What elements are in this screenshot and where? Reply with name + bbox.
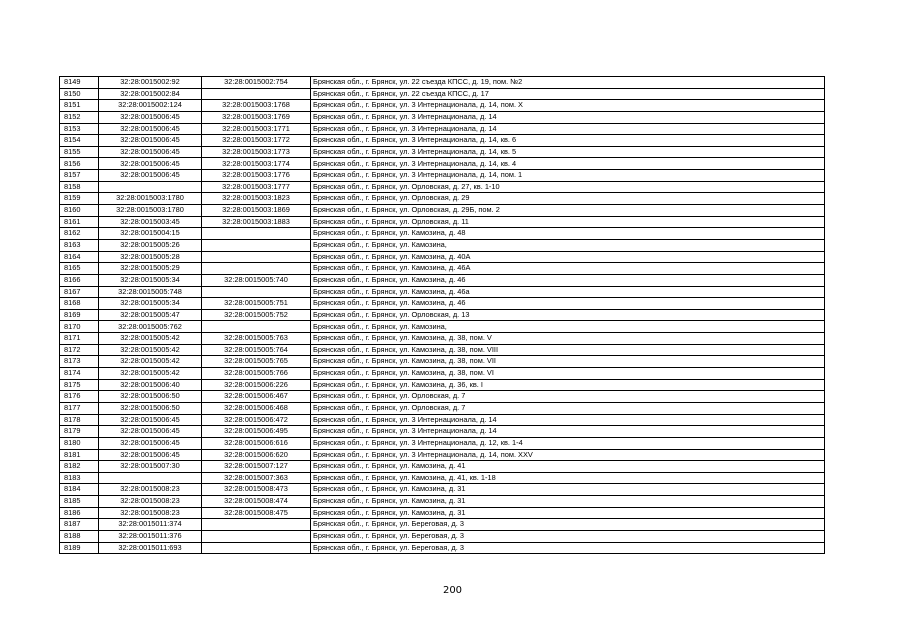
table-row: [60, 251, 825, 263]
land-cadastral-number-cell: 32:28:0015006:45: [99, 135, 202, 147]
address-cell: Брянская обл., г. Брянск, ул. Орловская, д. 7: [311, 391, 825, 403]
land-cadastral-number-cell: 32:28:0015005:34: [99, 274, 202, 286]
address-cell: Брянская обл., г. Брянск, ул. 3 Интернационала, д. 14, кв. 5: [311, 146, 825, 158]
object-cadastral-number-cell: 32:28:0015005:752: [202, 309, 311, 321]
object-cadastral-number-cell: 32:28:0015003:1883: [202, 216, 311, 228]
land-cadastral-number-cell: 32:28:0015002:124: [99, 100, 202, 112]
row-number-cell: 8150: [60, 88, 99, 100]
object-cadastral-number-cell: 32:28:0015006:226: [202, 379, 311, 391]
row-number-cell: 8189: [60, 542, 99, 554]
object-cadastral-number-cell: [202, 88, 311, 100]
object-cadastral-number-cell: 32:28:0015003:1768: [202, 100, 311, 112]
land-cadastral-number-cell: 32:28:0015006:45: [99, 170, 202, 182]
row-number-cell: 8181: [60, 449, 99, 461]
row-number-cell: 8184: [60, 484, 99, 496]
object-cadastral-number-cell: 32:28:0015006:616: [202, 437, 311, 449]
object-cadastral-number-cell: 32:28:0015006:620: [202, 449, 311, 461]
table-row: [60, 170, 825, 182]
land-cadastral-number-cell: 32:28:0015002:92: [99, 77, 202, 89]
row-number-cell: 8175: [60, 379, 99, 391]
object-cadastral-number-cell: 32:28:0015005:763: [202, 333, 311, 345]
row-number-cell: 8174: [60, 368, 99, 380]
address-cell: Брянская обл., г. Брянск, ул. Камозина, д. 38, пом. VII: [311, 356, 825, 368]
row-number-cell: 8179: [60, 426, 99, 438]
row-number-cell: 8160: [60, 205, 99, 217]
object-cadastral-number-cell: 32:28:0015006:495: [202, 426, 311, 438]
land-cadastral-number-cell: 32:28:0015005:34: [99, 298, 202, 310]
row-number-cell: 8156: [60, 158, 99, 170]
object-cadastral-number-cell: 32:28:0015008:473: [202, 484, 311, 496]
object-cadastral-number-cell: 32:28:0015005:740: [202, 274, 311, 286]
table-row: [60, 88, 825, 100]
row-number-cell: 8157: [60, 170, 99, 182]
address-cell: Брянская обл., г. Брянск, ул. Камозина, д. 31: [311, 484, 825, 496]
land-cadastral-number-cell: 32:28:0015006:45: [99, 437, 202, 449]
table-row: [60, 519, 825, 531]
table-row: [60, 146, 825, 158]
table-row: [60, 368, 825, 380]
table-row: [60, 507, 825, 519]
address-cell: Брянская обл., г. Брянск, ул. 22 съезда КПСС, д. 17: [311, 88, 825, 100]
address-cell: Брянская обл., г. Брянск, ул. Камозина, д. 38, пом. VIII: [311, 344, 825, 356]
land-cadastral-number-cell: 32:28:0015006:45: [99, 123, 202, 135]
address-cell: Брянская обл., г. Брянск, ул. Береговая, д. 3: [311, 519, 825, 531]
land-cadastral-number-cell: 32:28:0015003:1780: [99, 205, 202, 217]
address-cell: Брянская обл., г. Брянск, ул. Камозина, д. 46а: [311, 286, 825, 298]
row-number-cell: 8153: [60, 123, 99, 135]
address-cell: Брянская обл., г. Брянск, ул. 3 Интернационала, д. 14, пом. 1: [311, 170, 825, 182]
table-row: [60, 286, 825, 298]
row-number-cell: 8165: [60, 263, 99, 275]
table-row: [60, 77, 825, 89]
object-cadastral-number-cell: 32:28:0015003:1776: [202, 170, 311, 182]
table-row: [60, 449, 825, 461]
object-cadastral-number-cell: [202, 519, 311, 531]
address-cell: Брянская обл., г. Брянск, ул. Камозина,: [311, 321, 825, 333]
table-row: [60, 496, 825, 508]
table-row: [60, 379, 825, 391]
table-row: [60, 228, 825, 240]
row-number-cell: 8161: [60, 216, 99, 228]
table-row: [60, 333, 825, 345]
land-cadastral-number-cell: 32:28:0015005:42: [99, 344, 202, 356]
row-number-cell: 8151: [60, 100, 99, 112]
land-cadastral-number-cell: [99, 472, 202, 484]
land-cadastral-number-cell: 32:28:0015002:84: [99, 88, 202, 100]
land-cadastral-number-cell: 32:28:0015006:45: [99, 158, 202, 170]
object-cadastral-number-cell: 32:28:0015006:468: [202, 402, 311, 414]
address-cell: Брянская обл., г. Брянск, ул. Камозина, д. 48: [311, 228, 825, 240]
address-cell: Брянская обл., г. Брянск, ул. Камозина, д. 46А: [311, 263, 825, 275]
land-cadastral-number-cell: 32:28:0015005:28: [99, 251, 202, 263]
address-cell: Брянская обл., г. Брянск, ул. Камозина, д. 46: [311, 274, 825, 286]
object-cadastral-number-cell: 32:28:0015005:766: [202, 368, 311, 380]
table-row: [60, 309, 825, 321]
object-cadastral-number-cell: 32:28:0015003:1774: [202, 158, 311, 170]
land-cadastral-number-cell: [99, 181, 202, 193]
row-number-cell: 8172: [60, 344, 99, 356]
land-cadastral-number-cell: 32:28:0015003:1780: [99, 193, 202, 205]
land-cadastral-number-cell: 32:28:0015007:30: [99, 461, 202, 473]
table-row: [60, 158, 825, 170]
table-row: [60, 205, 825, 217]
address-cell: Брянская обл., г. Брянск, ул. Камозина, д. 41, кв. 1-18: [311, 472, 825, 484]
object-cadastral-number-cell: 32:28:0015002:754: [202, 77, 311, 89]
row-number-cell: 8173: [60, 356, 99, 368]
row-number-cell: 8154: [60, 135, 99, 147]
table-row: [60, 356, 825, 368]
address-cell: Брянская обл., г. Брянск, ул. Орловская, д. 13: [311, 309, 825, 321]
table-row: [60, 426, 825, 438]
object-cadastral-number-cell: 32:28:0015003:1771: [202, 123, 311, 135]
address-cell: Брянская обл., г. Брянск, ул. 3 Интернационала, д. 14: [311, 426, 825, 438]
table-row: [60, 135, 825, 147]
address-cell: Брянская обл., г. Брянск, ул. 3 Интернационала, д. 14: [311, 111, 825, 123]
row-number-cell: 8169: [60, 309, 99, 321]
land-cadastral-number-cell: 32:28:0015006:45: [99, 146, 202, 158]
land-cadastral-number-cell: 32:28:0015008:23: [99, 496, 202, 508]
row-number-cell: 8149: [60, 77, 99, 89]
land-cadastral-number-cell: 32:28:0015005:748: [99, 286, 202, 298]
land-cadastral-number-cell: 32:28:0015008:23: [99, 484, 202, 496]
address-cell: Брянская обл., г. Брянск, ул. Орловская, д. 29: [311, 193, 825, 205]
land-cadastral-number-cell: 32:28:0015005:42: [99, 368, 202, 380]
object-cadastral-number-cell: 32:28:0015007:127: [202, 461, 311, 473]
property-register-table: [59, 76, 825, 554]
row-number-cell: 8177: [60, 402, 99, 414]
object-cadastral-number-cell: [202, 530, 311, 542]
object-cadastral-number-cell: [202, 286, 311, 298]
land-cadastral-number-cell: 32:28:0015006:45: [99, 414, 202, 426]
table-body: [60, 77, 825, 554]
land-cadastral-number-cell: 32:28:0015006:45: [99, 449, 202, 461]
object-cadastral-number-cell: [202, 239, 311, 251]
address-cell: Брянская обл., г. Брянск, ул. Камозина, д. 31: [311, 496, 825, 508]
table-row: [60, 391, 825, 403]
row-number-cell: 8162: [60, 228, 99, 240]
table-row: [60, 321, 825, 333]
object-cadastral-number-cell: 32:28:0015006:472: [202, 414, 311, 426]
address-cell: Брянская обл., г. Брянск, ул. 3 Интернационала, д. 14: [311, 123, 825, 135]
address-cell: Брянская обл., г. Брянск, ул. 3 Интернационала, д. 12, кв. 1-4: [311, 437, 825, 449]
row-number-cell: 8167: [60, 286, 99, 298]
row-number-cell: 8166: [60, 274, 99, 286]
land-cadastral-number-cell: 32:28:0015011:376: [99, 530, 202, 542]
table-row: [60, 239, 825, 251]
address-cell: Брянская обл., г. Брянск, ул. Камозина,: [311, 239, 825, 251]
object-cadastral-number-cell: 32:28:0015008:475: [202, 507, 311, 519]
land-cadastral-number-cell: 32:28:0015011:374: [99, 519, 202, 531]
land-cadastral-number-cell: 32:28:0015004:15: [99, 228, 202, 240]
row-number-cell: 8186: [60, 507, 99, 519]
land-cadastral-number-cell: 32:28:0015006:50: [99, 391, 202, 403]
row-number-cell: 8170: [60, 321, 99, 333]
object-cadastral-number-cell: [202, 542, 311, 554]
table-row: [60, 100, 825, 112]
address-cell: Брянская обл., г. Брянск, ул. Камозина, д. 41: [311, 461, 825, 473]
object-cadastral-number-cell: 32:28:0015003:1769: [202, 111, 311, 123]
address-cell: Брянская обл., г. Брянск, ул. Береговая, д. 3: [311, 542, 825, 554]
row-number-cell: 8176: [60, 391, 99, 403]
object-cadastral-number-cell: 32:28:0015003:1869: [202, 205, 311, 217]
table-row: [60, 437, 825, 449]
row-number-cell: 8164: [60, 251, 99, 263]
row-number-cell: 8188: [60, 530, 99, 542]
object-cadastral-number-cell: [202, 251, 311, 263]
row-number-cell: 8158: [60, 181, 99, 193]
address-cell: Брянская обл., г. Брянск, ул. 3 Интернационала, д. 14: [311, 414, 825, 426]
row-number-cell: 8187: [60, 519, 99, 531]
address-cell: Брянская обл., г. Брянск, ул. 3 Интернационала, д. 14, пом. X: [311, 100, 825, 112]
table-row: [60, 274, 825, 286]
address-cell: Брянская обл., г. Брянск, ул. Камозина, д. 38, пом. VI: [311, 368, 825, 380]
land-cadastral-number-cell: 32:28:0015011:693: [99, 542, 202, 554]
table-row: [60, 216, 825, 228]
address-cell: Брянская обл., г. Брянск, ул. Орловская, д. 11: [311, 216, 825, 228]
table-row: [60, 484, 825, 496]
table-row: [60, 181, 825, 193]
object-cadastral-number-cell: 32:28:0015003:1773: [202, 146, 311, 158]
object-cadastral-number-cell: 32:28:0015003:1772: [202, 135, 311, 147]
address-cell: Брянская обл., г. Брянск, ул. 3 Интернационала, д. 14, кв. 4: [311, 158, 825, 170]
row-number-cell: 8152: [60, 111, 99, 123]
table-row: [60, 344, 825, 356]
object-cadastral-number-cell: 32:28:0015008:474: [202, 496, 311, 508]
row-number-cell: 8168: [60, 298, 99, 310]
land-cadastral-number-cell: 32:28:0015005:47: [99, 309, 202, 321]
object-cadastral-number-cell: [202, 263, 311, 275]
row-number-cell: 8159: [60, 193, 99, 205]
table-row: [60, 472, 825, 484]
land-cadastral-number-cell: 32:28:0015005:42: [99, 333, 202, 345]
address-cell: Брянская обл., г. Брянск, ул. 22 съезда КПСС, д. 19, пом. №2: [311, 77, 825, 89]
row-number-cell: 8155: [60, 146, 99, 158]
row-number-cell: 8171: [60, 333, 99, 345]
land-cadastral-number-cell: 32:28:0015005:29: [99, 263, 202, 275]
address-cell: Брянская обл., г. Брянск, ул. Камозина, д. 40А: [311, 251, 825, 263]
row-number-cell: 8163: [60, 239, 99, 251]
table-row: [60, 111, 825, 123]
address-cell: Брянская обл., г. Брянск, ул. Камозина, д. 38, пом. V: [311, 333, 825, 345]
row-number-cell: 8180: [60, 437, 99, 449]
address-cell: Брянская обл., г. Брянск, ул. Камозина, д. 36, кв. I: [311, 379, 825, 391]
row-number-cell: 8182: [60, 461, 99, 473]
land-cadastral-number-cell: 32:28:0015008:23: [99, 507, 202, 519]
object-cadastral-number-cell: 32:28:0015005:765: [202, 356, 311, 368]
object-cadastral-number-cell: 32:28:0015006:467: [202, 391, 311, 403]
table-row: [60, 193, 825, 205]
address-cell: Брянская обл., г. Брянск, ул. Береговая, д. 3: [311, 530, 825, 542]
address-cell: Брянская обл., г. Брянск, ул. Орловская, д. 7: [311, 402, 825, 414]
address-cell: Брянская обл., г. Брянск, ул. 3 Интернационала, д. 14, кв. 6: [311, 135, 825, 147]
object-cadastral-number-cell: 32:28:0015007:363: [202, 472, 311, 484]
row-number-cell: 8183: [60, 472, 99, 484]
table-row: [60, 123, 825, 135]
land-cadastral-number-cell: 32:28:0015006:45: [99, 426, 202, 438]
address-cell: Брянская обл., г. Брянск, ул. Орловская, д. 29Б, пом. 2: [311, 205, 825, 217]
row-number-cell: 8185: [60, 496, 99, 508]
table-row: [60, 461, 825, 473]
object-cadastral-number-cell: 32:28:0015005:751: [202, 298, 311, 310]
object-cadastral-number-cell: 32:28:0015003:1777: [202, 181, 311, 193]
table-row: [60, 530, 825, 542]
land-cadastral-number-cell: 32:28:0015006:40: [99, 379, 202, 391]
object-cadastral-number-cell: [202, 228, 311, 240]
land-cadastral-number-cell: 32:28:0015006:45: [99, 111, 202, 123]
land-cadastral-number-cell: 32:28:0015003:45: [99, 216, 202, 228]
object-cadastral-number-cell: 32:28:0015005:764: [202, 344, 311, 356]
table-row: [60, 298, 825, 310]
land-cadastral-number-cell: 32:28:0015005:762: [99, 321, 202, 333]
address-cell: Брянская обл., г. Брянск, ул. Камозина, д. 31: [311, 507, 825, 519]
object-cadastral-number-cell: 32:28:0015003:1823: [202, 193, 311, 205]
object-cadastral-number-cell: [202, 321, 311, 333]
address-cell: Брянская обл., г. Брянск, ул. Камозина, д. 46: [311, 298, 825, 310]
land-cadastral-number-cell: 32:28:0015005:42: [99, 356, 202, 368]
table-row: [60, 542, 825, 554]
table-row: [60, 414, 825, 426]
address-cell: Брянская обл., г. Брянск, ул. 3 Интернационала, д. 14, пом. XXV: [311, 449, 825, 461]
land-cadastral-number-cell: 32:28:0015006:50: [99, 402, 202, 414]
land-cadastral-number-cell: 32:28:0015005:26: [99, 239, 202, 251]
table-row: [60, 263, 825, 275]
page-number: 200: [442, 585, 463, 596]
table-row: [60, 402, 825, 414]
address-cell: Брянская обл., г. Брянск, ул. Орловская, д. 27, кв. 1-10: [311, 181, 825, 193]
row-number-cell: 8178: [60, 414, 99, 426]
